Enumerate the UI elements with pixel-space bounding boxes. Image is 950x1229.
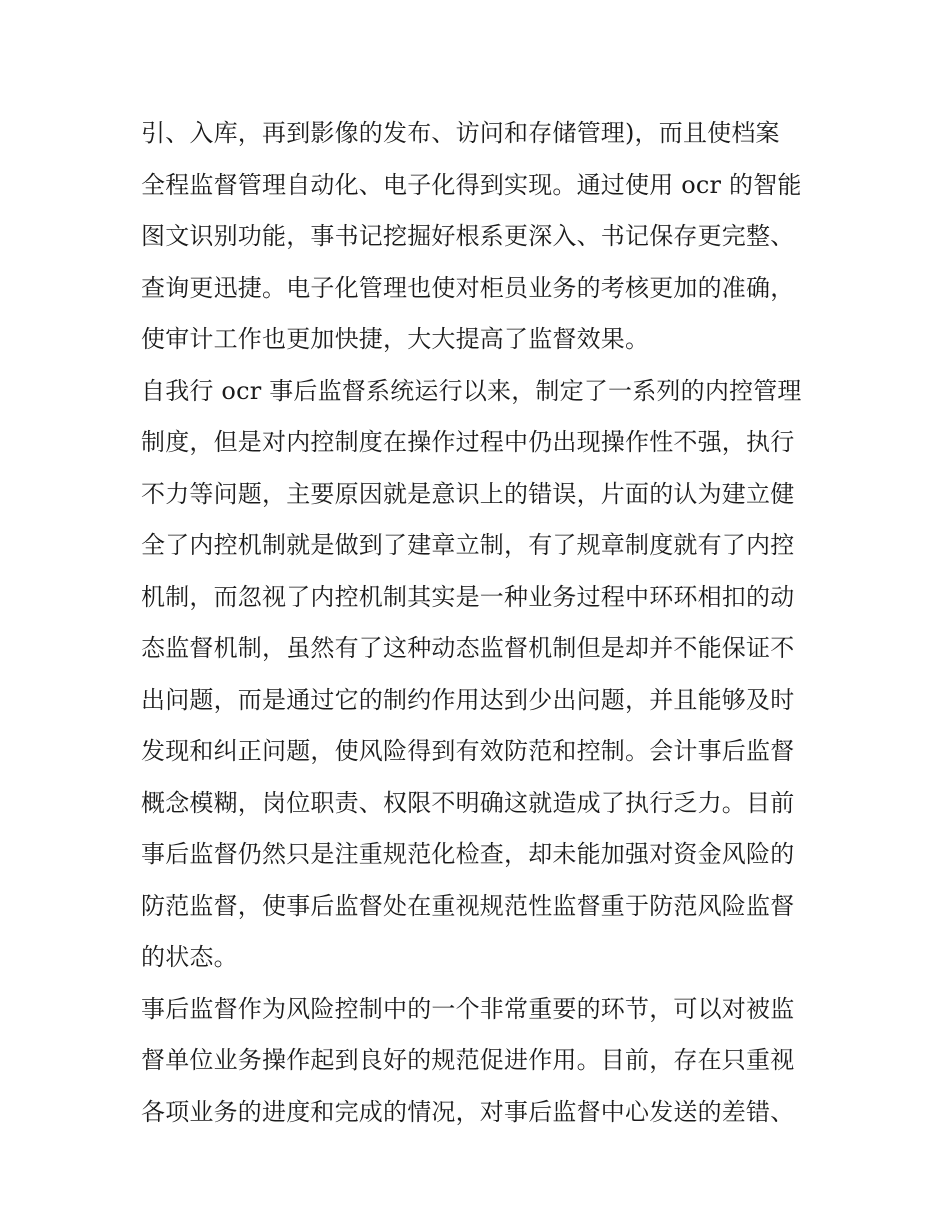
text-line: 引、入库，再到影像的发布、访问和存储管理)，而且使档案	[141, 119, 780, 147]
text-line: 事后监督仍然只是注重规范化检查，却未能加强对资金风险的	[141, 840, 795, 868]
paragraph-3	[141, 984, 816, 1139]
text-line: 督单位业务操作起到良好的规范促进作用。目前，存在只重视	[141, 1046, 795, 1074]
document-body	[141, 108, 816, 1138]
text-line: 概念模糊，岗位职责、权限不明确这就造成了执行乏力。目前	[141, 788, 795, 817]
text-line: 各项业务的进度和完成的情况，对事后监督中心发送的差错、	[141, 1097, 795, 1126]
paragraph-1	[141, 108, 816, 366]
text-line: 发现和纠正问题，使风险得到有效防范和控制。会计事后监督	[141, 737, 795, 765]
text-line: 使审计工作也更加快捷，大大提高了监督效果。	[141, 325, 650, 353]
text-line: 查询更迅捷。电子化管理也使对柜员业务的考核更加的准确，	[141, 273, 795, 302]
text-line: 事后监督作为风险控制中的一个非常重要的环节，可以对被监	[141, 994, 795, 1023]
text-line: 机制，而忽视了内控机制其实是一种业务过程中环环相扣的动	[141, 582, 795, 611]
text-line: 不力等问题，主要原因就是意识上的错误，片面的认为建立健	[141, 479, 795, 508]
text-line: 出问题，而是通过它的制约作用达到少出问题，并且能够及时	[141, 685, 795, 714]
text-line: 防范监督，使事后监督处在重视规范性监督重于防范风险监督	[141, 891, 795, 920]
text-line: 制度，但是对内控制度在操作过程中仍出现操作性不强，执行	[141, 428, 795, 456]
text-line: 全程监督管理自动化、电子化得到实现。通过使用 ocr 的智能	[141, 170, 802, 199]
text-line: 图文识别功能，事书记挖掘好根系更深入、书记保存更完整、	[141, 222, 795, 250]
text-line: 全了内控机制就是做到了建章立制，有了规章制度就有了内控	[141, 531, 795, 559]
text-line: 的状态。	[141, 943, 238, 971]
paragraph-2	[141, 366, 816, 984]
text-line: 自我行 ocr 事后监督系统运行以来，制定了一系列的内控管理	[141, 376, 802, 405]
text-line: 态监督机制，虽然有了这种动态监督机制但是却并不能保证不	[141, 634, 795, 662]
